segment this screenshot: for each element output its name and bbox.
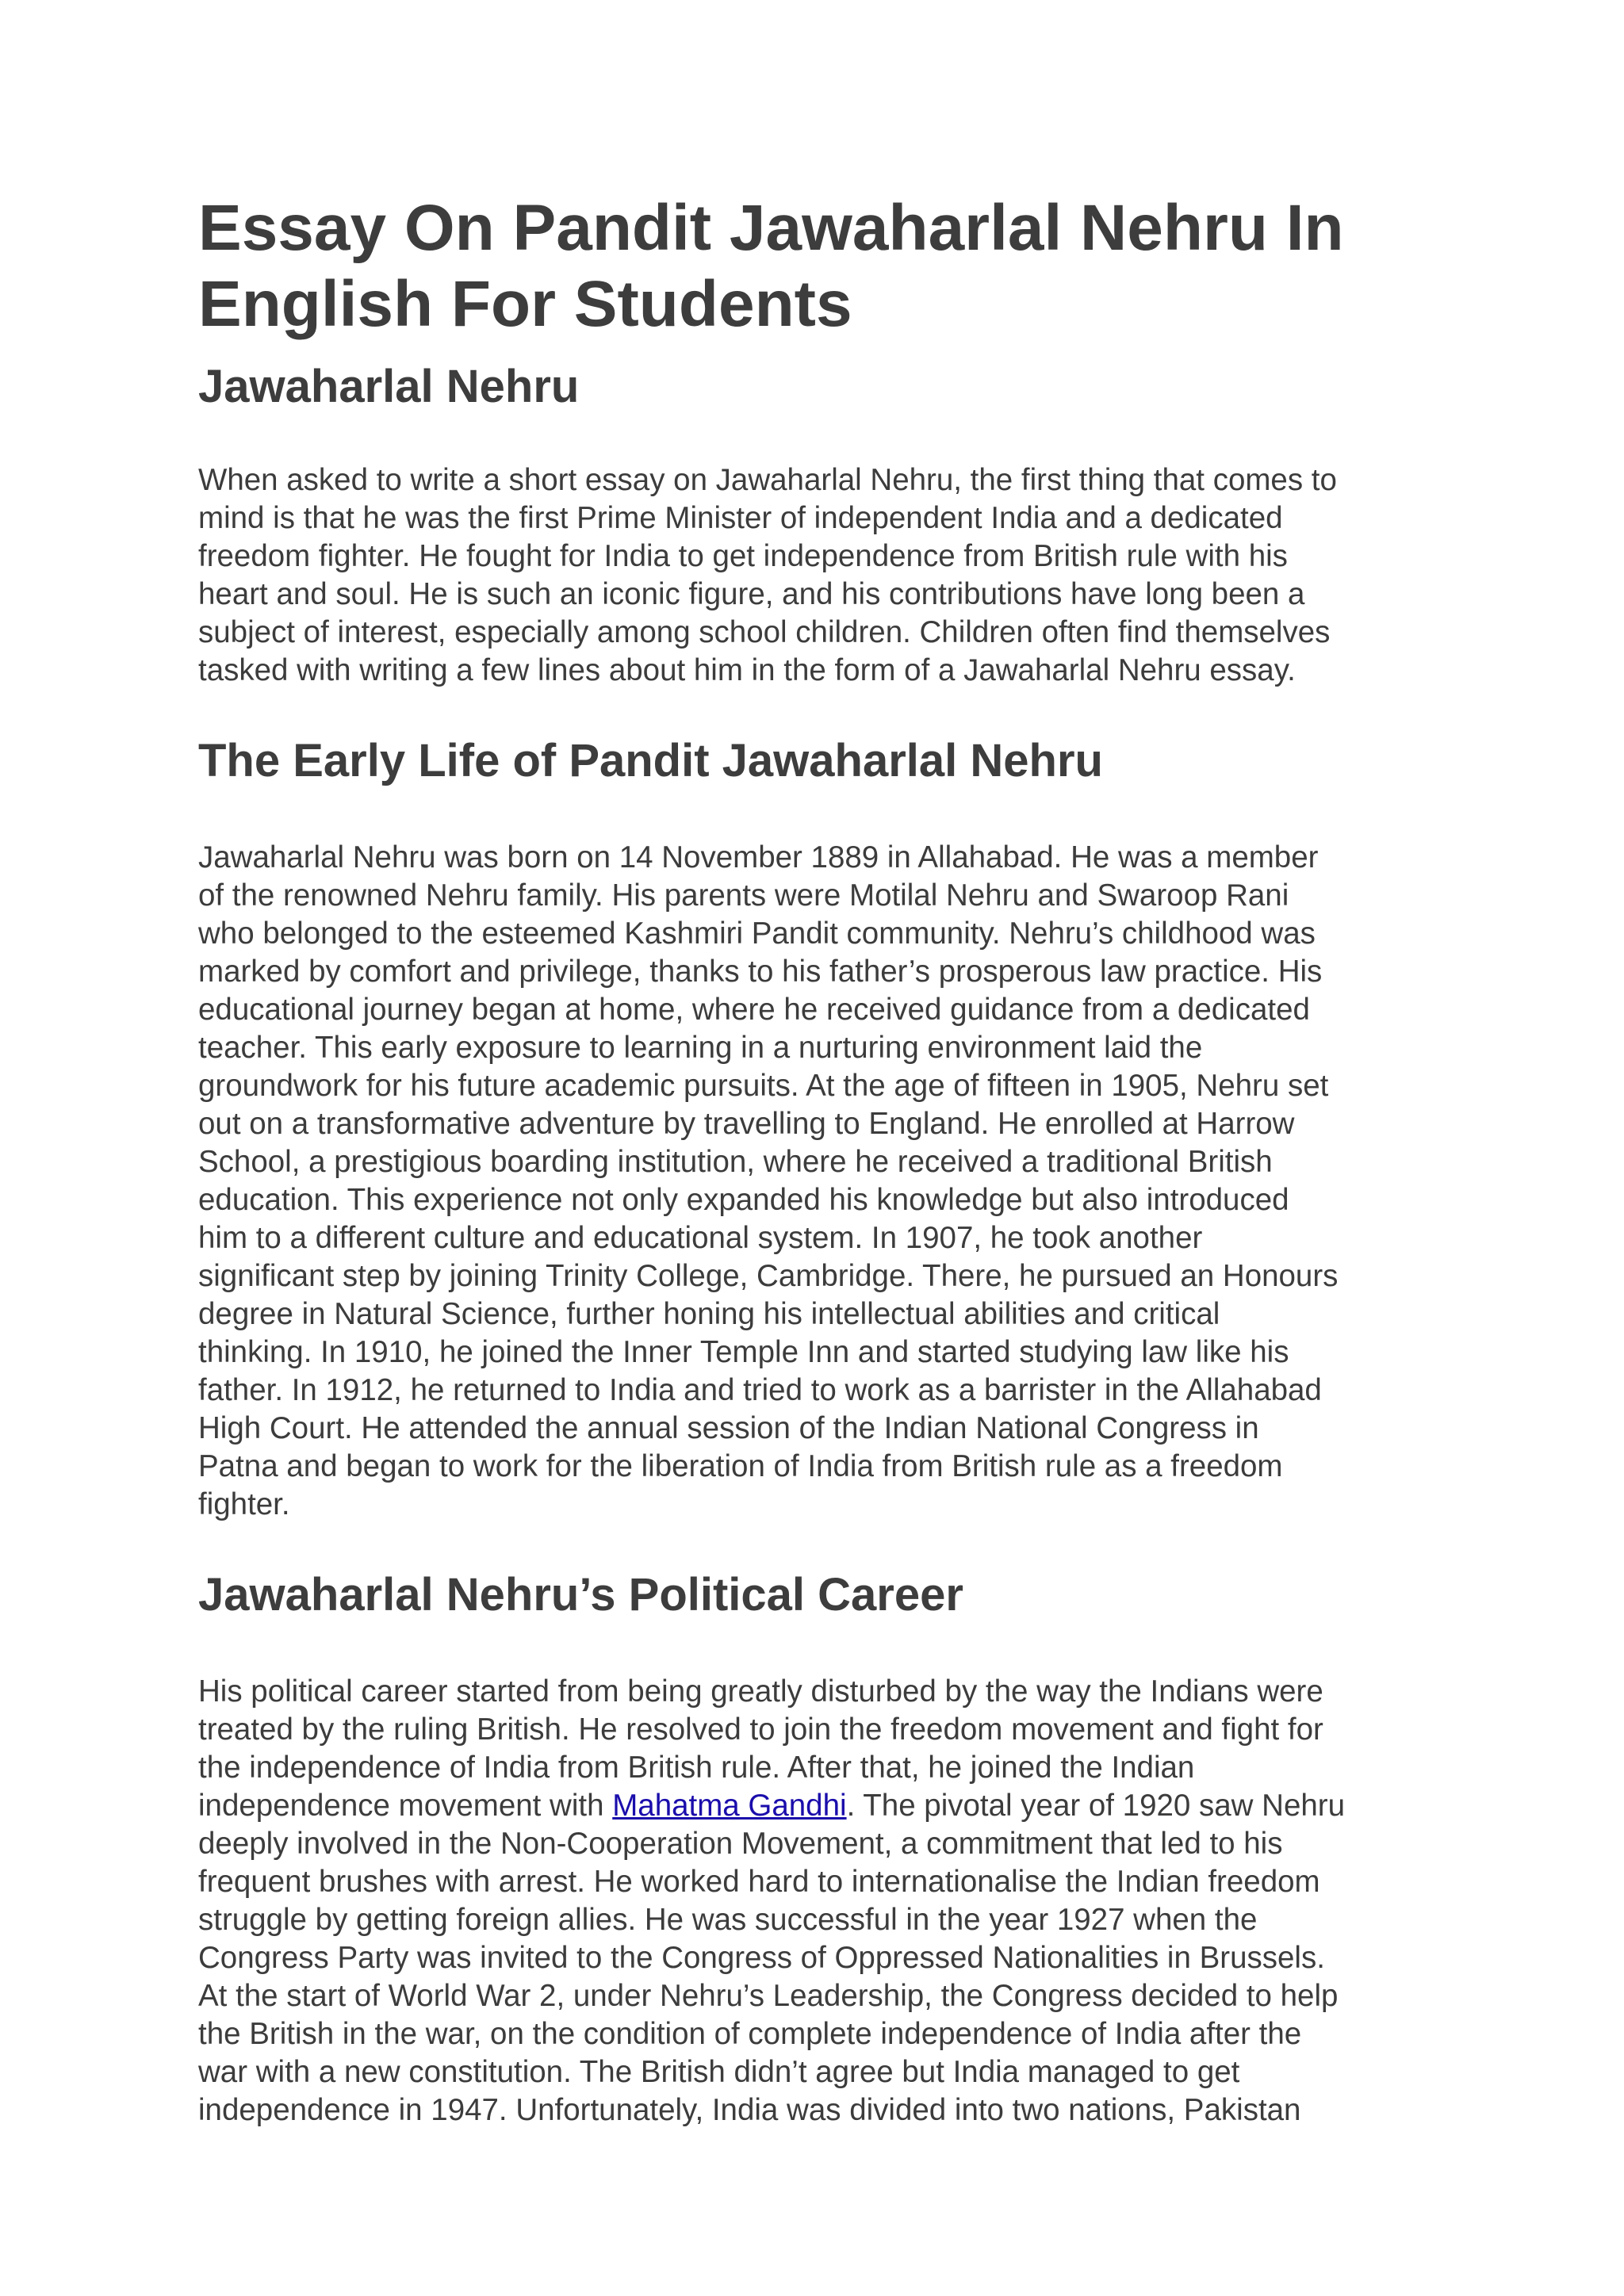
- political-career-line: frequent brushes with arrest. He worked hard to internationalise the Indian freedom: [198, 1865, 1320, 1899]
- early-life-line: marked by comfort and privilege, thanks to his father’s prosperous law practice. His: [198, 955, 1323, 989]
- political-career-link-line: [198, 1787, 1451, 1825]
- political-career-paragraph: [198, 1673, 1451, 2130]
- political-career-line: Congress Party was invited to the Congress of Oppressed Nationalities in Brussels.: [198, 1941, 1325, 1975]
- political-career-line: treated by the ruling British. He resolved to join the freedom movement and fight for: [198, 1712, 1323, 1747]
- early-life-line: School, a prestigious boarding institution, where he received a traditional British: [198, 1145, 1273, 1179]
- intro-line: freedom fighter. He fought for India to get independence from British rule with his: [198, 539, 1288, 573]
- early-life-line: thinking. In 1910, he joined the Inner Temple Inn and started studying law like his: [198, 1335, 1289, 1369]
- early-life-line: teacher. This early exposure to learning in a nurturing environment laid the: [198, 1031, 1203, 1065]
- early-life-line: education. This experience not only expanded his knowledge but also introduced: [198, 1183, 1289, 1217]
- intro-line: heart and soul. He is such an iconic figure, and his contributions have long been a: [198, 577, 1305, 611]
- political-career-heading: Jawaharlal Nehru’s Political Career: [198, 1569, 963, 1621]
- early-life-paragraph: [198, 839, 1451, 1524]
- early-life-line: of the renowned Nehru family. His parents were Motilal Nehru and Swaroop Rani: [198, 878, 1289, 913]
- link-line-suffix: . The pivotal year of 1920 saw Nehru: [846, 1789, 1346, 1823]
- political-career-line: deeply involved in the Non-Cooperation Movement, a commitment that led to his: [198, 1827, 1283, 1861]
- political-career-line: struggle by getting foreign allies. He was successful in the year 1927 when the: [198, 1903, 1258, 1937]
- intro-line: mind is that he was the first Prime Minister of independent India and a dedicated: [198, 501, 1283, 535]
- early-life-line: Jawaharlal Nehru was born on 14 November 1889 in Allahabad. He was a member: [198, 840, 1319, 874]
- political-career-line: the independence of India from British rule. After that, he joined the Indian: [198, 1751, 1195, 1785]
- political-career-line: At the start of World War 2, under Nehru’s Leadership, the Congress decided to help: [198, 1979, 1339, 2013]
- link-line-prefix: independence movement with: [198, 1789, 613, 1823]
- title-line-1: Essay On Pandit Jawaharlal Nehru In: [198, 192, 1344, 264]
- early-life-line: groundwork for his future academic pursuits. At the age of fifteen in 1905, Nehru set: [198, 1069, 1329, 1103]
- early-life-line: him to a different culture and educational system. In 1907, he took another: [198, 1221, 1203, 1255]
- early-life-heading: The Early Life of Pandit Jawaharlal Nehru: [198, 735, 1103, 786]
- political-career-line: independence in 1947. Unfortunately, India was divided into two nations, Pakistan: [198, 2093, 1301, 2127]
- document-page: [198, 190, 1451, 2130]
- mahatma-gandhi-link[interactable]: Mahatma Gandhi: [612, 1789, 847, 1823]
- early-life-line: degree in Natural Science, further honing his intellectual abilities and critical: [198, 1297, 1220, 1331]
- intro-line: tasked with writing a few lines about him in the form of a Jawaharlal Nehru essay.: [198, 653, 1296, 687]
- political-career-line: war with a new constitution. The British didn’t agree but India managed to get: [198, 2055, 1240, 2089]
- political-career-line: the British in the war, on the condition of complete independence of India after the: [198, 2017, 1302, 2051]
- early-life-line: High Court. He attended the annual session of the Indian National Congress in: [198, 1411, 1259, 1445]
- political-career-line: His political career started from being greatly disturbed by the way the Indians were: [198, 1674, 1323, 1709]
- intro-line: subject of interest, especially among school children. Children often find themselves: [198, 615, 1331, 649]
- early-life-line: Patna and began to work for the liberation of India from British rule as a freedom: [198, 1449, 1283, 1483]
- intro-paragraph: [198, 461, 1451, 690]
- title-line-2: English For Students: [198, 268, 852, 340]
- early-life-line: fighter.: [198, 1487, 290, 1521]
- intro-line: When asked to write a short essay on Jawaharlal Nehru, the first thing that comes to: [198, 463, 1337, 497]
- early-life-line: father. In 1912, he returned to India and tried to work as a barrister in the Allahabad: [198, 1373, 1322, 1407]
- early-life-line: educational journey began at home, where he received guidance from a dedicated: [198, 993, 1310, 1027]
- document-subtitle: Jawaharlal Nehru: [198, 361, 580, 412]
- early-life-line: out on a transformative adventure by travelling to England. He enrolled at Harrow: [198, 1107, 1295, 1141]
- document-title: [198, 190, 1451, 342]
- early-life-line: who belonged to the esteemed Kashmiri Pandit community. Nehru’s childhood was: [198, 916, 1316, 951]
- early-life-line: significant step by joining Trinity College, Cambridge. There, he pursued an Honours: [198, 1259, 1339, 1293]
